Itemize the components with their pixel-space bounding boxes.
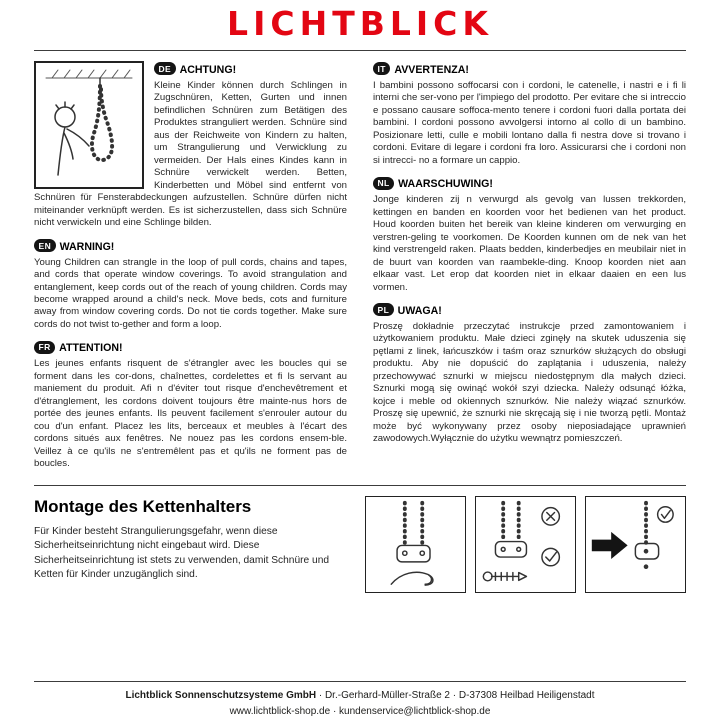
warning-text-nl: Jonge kinderen zij n verwurgd als gevolg van lussen trekkorden, kettingen en banden en koorden voor het bedienen van het product. Houd koorden buiten het bereik van kleine kinderen om verwurging en verstren-geling te voorkomen. De Koorden kunnen om de nek van het kind verstrengeld raken. Plaats bedden, kinderbedjes en meubilair niet in de buurt van koorden van raambekle-ding. Knoop koorden niet aan elkaar vast. Let erop dat koorden niet in elkaar daaien en een lus vormen. [373,194,686,293]
warning-section-pl [373,301,686,446]
warning-section-nl [373,174,686,294]
warning-text-it: I bambini possono soffocarsi con i cordoni, le catenelle, i nastri e i fi li interni che ser-vono per l'impiego del prodotto. Per evitare che si intreccio e possano causare soffoca-mento tenere i cordoni fuori dalla portata dei bambini. I cordoni possono avvolgersi intorno al collo di un bambino. Posizionare letti, culle e mobili lontano dalla fi nestra dove si trovano i cordoni. Evitare di legare i cordoni fra loro. Assicurarsi che i cordoni non si intrecci- no a formare un cappio. [373,79,686,166]
warning-title-pl: UWAGA! [397,304,442,317]
language-badge-pl: PL [373,303,394,316]
warning-heading-pl [373,301,686,319]
warning-title-en: WARNING! [59,240,115,253]
warning-heading-en [34,237,347,255]
montage-title: Montage des Kettenhalters [34,496,252,516]
warning-text-pl: Proszę dokładnie przeczytać instrukcje przed zamontowaniem i użytkowaniem produktu. Małe dzieci zginęły na skutek uduszenia się pętlami z linek, łańcuszków i taśm oraz sznurków służących do obsługi produktu. Aby nie dopuścić do zaplątania i uduszenia, należy przechowywać sznurki w miejscu niedostępnym dla małych dzieci. Sznurki mogą się owinąć wokół szyi dziecka. Należy odsunąć łóżka, kojce i meble od okiennych sznurków. Nie należy wiązać sznurków. Proszę się upewnić, że sznurki nie skręcają się i nie tworzą pętli. Montaż może być wykonywany przez osoby nieposiadające uprawnień zawodowych.Wyłącznie do użytku wewnątrz pomieszczeń. [373,320,686,445]
warning-title-fr: ATTENTION! [59,342,123,355]
language-badge-de: DE [154,62,176,75]
warning-text-en: Young Children can strangle in the loop of pull cords, chains and tapes, and cords that operate window coverings. To avoid strangulation and entanglement, keep cords out of the reach of young children. Cords may become wrapped around a child's neck. Move beds, cots and furniture away from window covering cords. Do not tie cords together. Make sure cords do not twist to-gether and form a loop. [34,256,347,330]
chain-holder-step-2-illustration [475,496,576,593]
child-reaching-cord-icon [36,63,142,187]
warning-title-de: ACHTUNG! [179,63,237,76]
warning-title-nl: WAARSCHUWING! [398,178,493,191]
language-badge-en: EN [34,239,56,252]
montage-text-block [34,496,339,583]
warning-columns [0,58,720,478]
warning-heading-it [373,60,686,78]
warning-heading-nl [373,174,686,192]
footer-address-line [0,688,720,704]
chain-holder-screw-icon [476,497,573,590]
lichtblick-logo: LICHTBLICK [227,4,493,43]
left-column [34,60,347,478]
chain-holder-step-3-illustration [585,496,686,593]
language-badge-fr: FR [34,341,55,354]
footer-street: · Dr.-Gerhard-Müller-Straße 2 · D-37308 Heilbad Heiligenstadt [316,690,595,701]
header-divider [34,50,686,51]
montage-step-illustrations [365,496,686,593]
chain-holder-step-1-illustration [365,496,466,593]
footer-company: Lichtblick Sonnenschutzsysteme GmbH [125,690,317,701]
warning-section-it [373,60,686,167]
footer [0,686,720,719]
language-badge-it: IT [373,62,390,75]
warning-text-de: Kleine Kinder können durch Schlingen in Zugschnüren, Ketten, Gurten und innen befindlichen Schnüren zum Betätigen des Produktes stranguliert werden. Schnüre sind aus der Reichweite von Kindern zu halten, um Strangulierung und Verwicklung zu vermeiden. Der Hals eines Kindes kann in Schnüre verwickelt werden. Betten, Kinderbetten und Möbel sind entfernt von Schnüren für Fensterabdeckungen aufzustellen. Schnüre dürfen nicht miteinander verknüpft werden. Es ist sicherzustellen, dass sich Schnüre nicht verwickeln und eine Schlinge bilden. [34,79,347,229]
warning-section-fr [34,338,347,470]
footer-contact-line: www.lichtblick-shop.de · kundenservice@lichtblick-shop.de [229,705,491,717]
warning-title-it: AVVERTENZA! [394,63,469,76]
warning-heading-fr [34,338,347,356]
montage-section [0,493,720,593]
chain-holder-mounted-icon [586,497,677,590]
child-cord-warning-illustration [34,61,144,189]
warning-section-de [34,60,347,230]
warning-section-en [34,237,347,332]
chain-holder-hand-icon [366,497,463,590]
language-badge-nl: NL [373,177,394,190]
footer-divider [34,681,686,682]
montage-instructions: Für Kinder besteht Strangulierungsgefahr, wenn diese Sicherheitseinrichtung nicht eingebaut wird. Diese Sicherheitseinrichtung ist stets zu verwenden, damit Schnüre und Ketten für Kinder unzugänglich sind. [34,525,330,581]
right-column [373,60,686,478]
montage-divider [34,485,686,486]
warning-text-fr: Les jeunes enfants risquent de s'étrangler avec les boucles qui se forment dans les cor-dons, chaînettes, cordelettes et fi ls servant au maniement du produit. Afi n d'éviter tout risque d'enchevêtrement et d'étranglement, les cordons doivent toujours être mainte-nus hors de portée des jeunes enfants. Ils peuvent facilement s'enrouler autour du cou d'un enfant. Placez les lits, berceaux et meubles à l'écart des cordons situés aux fenêtres. Ne nouez pas les cordons ensem-ble. Veillez à ce qu'ils ne s'entremêlent pas et qu'ils ne forment pas de boucles. [34,358,347,470]
